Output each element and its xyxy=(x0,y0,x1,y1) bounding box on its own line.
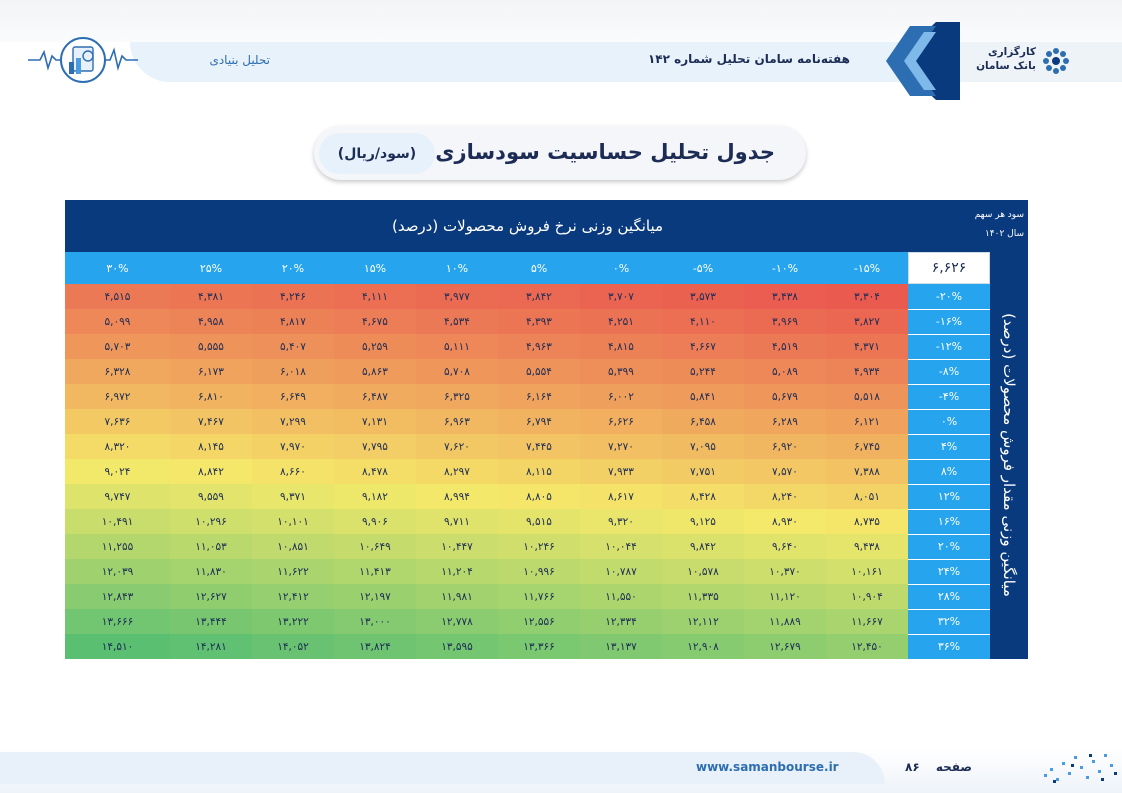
table-cell: ۱۰,۹۰۴ xyxy=(826,584,908,609)
table-cell: ۱۰,۵۷۸ xyxy=(662,559,744,584)
row-separator xyxy=(908,559,990,560)
table-row xyxy=(65,334,990,359)
row-separator xyxy=(908,384,990,385)
table-cell: ۱۱,۲۵۵ xyxy=(65,534,170,559)
sensitivity-grid xyxy=(65,284,990,659)
base-eps-value: ۶,۶۲۶ xyxy=(908,252,990,284)
page-title: جدول تحلیل حساسیت سودسازی xyxy=(435,140,775,164)
table-row xyxy=(65,534,990,559)
table-row xyxy=(65,509,990,534)
table-cell: ۷,۶۲۰ xyxy=(416,434,498,459)
table-cell: ۴,۹۳۴ xyxy=(826,359,908,384)
table-cell: ۸,۰۵۱ xyxy=(826,484,908,509)
table-cell: ۸,۸۴۲ xyxy=(170,459,252,484)
column-header: ۳۰% xyxy=(65,252,170,284)
table-cell: ۶,۲۸۹ xyxy=(744,409,826,434)
table-cell: ۱۱,۸۸۹ xyxy=(744,609,826,634)
row-separator xyxy=(908,434,990,435)
page-word: صفحه xyxy=(935,760,972,774)
table-cell: ۱۳,۱۳۷ xyxy=(580,634,662,659)
table-cell: ۶,۹۶۳ xyxy=(416,409,498,434)
table-cell: ۱۱,۸۳۰ xyxy=(170,559,252,584)
table-cell: ۱۰,۹۹۶ xyxy=(498,559,580,584)
table-cell: ۵,۸۴۱ xyxy=(662,384,744,409)
table-cell: ۱۲,۶۲۷ xyxy=(170,584,252,609)
row-separator xyxy=(908,634,990,635)
table-cell: ۴,۳۷۱ xyxy=(826,334,908,359)
table-cell: ۱۲,۵۵۶ xyxy=(498,609,580,634)
table-cell: ۳,۴۳۸ xyxy=(744,284,826,309)
table-cell: ۱۲,۴۱۲ xyxy=(252,584,334,609)
table-cell: ۷,۴۶۷ xyxy=(170,409,252,434)
column-header: ۰% xyxy=(580,252,662,284)
table-cell: ۶,۶۲۶ xyxy=(580,409,662,434)
table-cell: ۹,۵۱۵ xyxy=(498,509,580,534)
table-cell: ۱۱,۶۶۷ xyxy=(826,609,908,634)
table-row xyxy=(65,634,990,659)
table-cell: ۴,۲۴۶ xyxy=(252,284,334,309)
table-cell: ۳,۸۴۲ xyxy=(498,284,580,309)
table-cell: ۹,۱۲۵ xyxy=(662,509,744,534)
table-row xyxy=(65,559,990,584)
table-cell: ۶,۱۲۱ xyxy=(826,409,908,434)
table-cell: ۱۰,۳۷۰ xyxy=(744,559,826,584)
table-cell: ۱۴,۵۱۰ xyxy=(65,634,170,659)
table-cell: ۱۱,۳۳۵ xyxy=(662,584,744,609)
page-number: ۸۶ xyxy=(905,760,920,774)
table-cell: ۴,۵۱۹ xyxy=(744,334,826,359)
table-cell: ۱۰,۲۴۶ xyxy=(498,534,580,559)
table-cell: ۴,۹۶۳ xyxy=(498,334,580,359)
table-cell: ۵,۳۹۹ xyxy=(580,359,662,384)
table-cell: ۳,۳۰۴ xyxy=(826,284,908,309)
brand-logo-text xyxy=(968,45,1036,73)
title-unit-badge: (سود/ریال) xyxy=(319,133,435,174)
column-header: ۱۵% xyxy=(334,252,416,284)
table-row xyxy=(65,459,990,484)
table-cell: ۱۲,۰۳۹ xyxy=(65,559,170,584)
row-separator xyxy=(908,484,990,485)
row-header: ۳۶% xyxy=(908,634,990,659)
table-cell: ۱۱,۷۶۶ xyxy=(498,584,580,609)
row-header: -۴% xyxy=(908,384,990,409)
table-cell: ۸,۴۲۸ xyxy=(662,484,744,509)
table-cell: ۱۳,۶۶۶ xyxy=(65,609,170,634)
row-separator xyxy=(908,409,990,410)
table-cell: ۳,۷۰۷ xyxy=(580,284,662,309)
table-cell: ۱۰,۸۵۱ xyxy=(252,534,334,559)
table-cell: ۶,۸۱۰ xyxy=(170,384,252,409)
table-cell: ۸,۶۱۷ xyxy=(580,484,662,509)
column-header: ۲۰% xyxy=(252,252,334,284)
table-cell: ۶,۳۲۵ xyxy=(416,384,498,409)
table-cell: ۱۳,۰۰۰ xyxy=(334,609,416,634)
table-cell: ۸,۷۳۵ xyxy=(826,509,908,534)
table-cell: ۵,۵۵۵ xyxy=(170,334,252,359)
table-cell: ۵,۱۱۱ xyxy=(416,334,498,359)
table-cell: ۱۲,۴۵۰ xyxy=(826,634,908,659)
table-cell: ۹,۷۴۷ xyxy=(65,484,170,509)
table-cell: ۱۱,۴۱۳ xyxy=(334,559,416,584)
table-cell: ۴,۳۸۱ xyxy=(170,284,252,309)
row-separator xyxy=(908,459,990,460)
table-cell: ۵,۷۰۳ xyxy=(65,334,170,359)
corner-label-eps: سود هر سهم xyxy=(974,210,1024,220)
issue-title: هفته‌نامه سامان تحلیل شماره ۱۴۲ xyxy=(647,52,850,66)
row-separator xyxy=(908,359,990,360)
table-cell: ۱۲,۱۹۷ xyxy=(334,584,416,609)
table-cell: ۱۳,۸۲۴ xyxy=(334,634,416,659)
table-row xyxy=(65,384,990,409)
table-cell: ۷,۹۷۰ xyxy=(252,434,334,459)
table-cell: ۷,۲۹۹ xyxy=(252,409,334,434)
table-cell: ۱۲,۷۷۸ xyxy=(416,609,498,634)
table-cell: ۸,۸۰۵ xyxy=(498,484,580,509)
column-group-header: میانگین وزنی نرخ فروش محصولات (درصد) xyxy=(65,200,990,252)
table-cell: ۹,۶۴۰ xyxy=(744,534,826,559)
table-cell: ۵,۷۰۸ xyxy=(416,359,498,384)
table-cell: ۹,۳۷۱ xyxy=(252,484,334,509)
table-cell: ۴,۹۵۸ xyxy=(170,309,252,334)
table-cell: ۷,۴۴۵ xyxy=(498,434,580,459)
table-cell: ۳,۸۲۷ xyxy=(826,309,908,334)
table-cell: ۹,۹۰۶ xyxy=(334,509,416,534)
table-cell: ۹,۷۱۱ xyxy=(416,509,498,534)
table-cell: ۸,۹۹۴ xyxy=(416,484,498,509)
column-header: ۱۰% xyxy=(416,252,498,284)
table-cell: ۵,۲۵۹ xyxy=(334,334,416,359)
table-cell: ۱۰,۱۰۱ xyxy=(252,509,334,534)
table-cell: ۴,۳۹۳ xyxy=(498,309,580,334)
row-header: ۲۰% xyxy=(908,534,990,559)
table-cell: ۱۰,۷۸۷ xyxy=(580,559,662,584)
column-header: -۱۵% xyxy=(826,252,908,284)
analysis-report-icon xyxy=(28,34,138,86)
table-cell: ۵,۰۸۹ xyxy=(744,359,826,384)
table-cell: ۶,۹۲۰ xyxy=(744,434,826,459)
table-cell: ۶,۱۶۴ xyxy=(498,384,580,409)
table-cell: ۵,۸۶۳ xyxy=(334,359,416,384)
table-cell: ۶,۰۰۲ xyxy=(580,384,662,409)
table-corner xyxy=(974,200,1028,252)
table-cell: ۸,۶۶۰ xyxy=(252,459,334,484)
table-cell: ۱۳,۲۲۲ xyxy=(252,609,334,634)
table-row xyxy=(65,609,990,634)
table-cell: ۷,۲۷۰ xyxy=(580,434,662,459)
table-cell: ۷,۰۹۵ xyxy=(662,434,744,459)
section-name: تحلیل بنیادی xyxy=(209,53,270,67)
table-cell: ۶,۱۷۳ xyxy=(170,359,252,384)
table-cell: ۶,۴۵۸ xyxy=(662,409,744,434)
row-header: ۱۲% xyxy=(908,484,990,509)
table-cell: ۱۱,۱۲۰ xyxy=(744,584,826,609)
table-cell: ۱۳,۳۶۶ xyxy=(498,634,580,659)
row-separator xyxy=(908,584,990,585)
row-separator xyxy=(908,334,990,335)
logo-line-2: بانک سامان xyxy=(976,60,1036,72)
table-cell: ۱۳,۵۹۵ xyxy=(416,634,498,659)
table-cell: ۸,۱۴۵ xyxy=(170,434,252,459)
table-cell: ۶,۳۲۸ xyxy=(65,359,170,384)
table-cell: ۶,۹۷۲ xyxy=(65,384,170,409)
table-cell: ۷,۷۹۵ xyxy=(334,434,416,459)
table-cell: ۸,۴۷۸ xyxy=(334,459,416,484)
table-cell: ۱۲,۱۱۲ xyxy=(662,609,744,634)
table-row xyxy=(65,409,990,434)
column-header: -۱۰% xyxy=(744,252,826,284)
table-cell: ۸,۲۴۰ xyxy=(744,484,826,509)
table-cell: ۵,۴۰۷ xyxy=(252,334,334,359)
row-header: ۸% xyxy=(908,459,990,484)
table-cell: ۷,۶۳۶ xyxy=(65,409,170,434)
table-cell: ۹,۴۳۸ xyxy=(826,534,908,559)
column-header: ۲۵% xyxy=(170,252,252,284)
table-cell: ۷,۷۵۱ xyxy=(662,459,744,484)
table-cell: ۴,۸۱۵ xyxy=(580,334,662,359)
table-cell: ۴,۵۳۴ xyxy=(416,309,498,334)
table-cell: ۳,۵۷۳ xyxy=(662,284,744,309)
brand-logo-icon xyxy=(1040,45,1072,77)
table-cell: ۵,۲۴۴ xyxy=(662,359,744,384)
table-cell: ۷,۳۸۸ xyxy=(826,459,908,484)
dot-pattern-decoration xyxy=(1040,750,1120,790)
table-cell: ۹,۵۵۹ xyxy=(170,484,252,509)
table-cell: ۱۴,۰۵۲ xyxy=(252,634,334,659)
table-cell: ۷,۹۳۳ xyxy=(580,459,662,484)
table-cell: ۱۰,۴۴۷ xyxy=(416,534,498,559)
row-header: ۲۴% xyxy=(908,559,990,584)
table-cell: ۸,۹۳۰ xyxy=(744,509,826,534)
row-header: -۸% xyxy=(908,359,990,384)
row-header: ۲۸% xyxy=(908,584,990,609)
table-cell: ۵,۶۷۹ xyxy=(744,384,826,409)
row-separator xyxy=(908,534,990,535)
table-cell: ۷,۱۳۱ xyxy=(334,409,416,434)
table-cell: ۹,۱۸۲ xyxy=(334,484,416,509)
table-cell: ۶,۶۴۹ xyxy=(252,384,334,409)
column-header-row xyxy=(65,252,990,284)
table-row xyxy=(65,359,990,384)
table-cell: ۵,۰۹۹ xyxy=(65,309,170,334)
row-header: -۱۶% xyxy=(908,309,990,334)
table-cell: ۶,۰۱۸ xyxy=(252,359,334,384)
row-separator xyxy=(908,309,990,310)
table-cell: ۹,۰۲۴ xyxy=(65,459,170,484)
row-separator xyxy=(908,609,990,610)
table-row xyxy=(65,284,990,309)
table-cell: ۹,۸۴۲ xyxy=(662,534,744,559)
table-row xyxy=(65,434,990,459)
table-cell: ۱۰,۱۶۱ xyxy=(826,559,908,584)
table-cell: ۴,۱۱۰ xyxy=(662,309,744,334)
row-separator xyxy=(908,509,990,510)
table-cell: ۱۴,۲۸۱ xyxy=(170,634,252,659)
table-cell: ۱۱,۵۵۰ xyxy=(580,584,662,609)
table-cell: ۶,۴۸۷ xyxy=(334,384,416,409)
table-cell: ۱۱,۹۸۱ xyxy=(416,584,498,609)
table-cell: ۶,۷۴۵ xyxy=(826,434,908,459)
table-cell: ۱۲,۶۷۹ xyxy=(744,634,826,659)
table-cell: ۱۰,۴۹۱ xyxy=(65,509,170,534)
table-cell: ۳,۹۷۷ xyxy=(416,284,498,309)
table-cell: ۴,۸۱۷ xyxy=(252,309,334,334)
table-cell: ۱۲,۳۳۴ xyxy=(580,609,662,634)
table-cell: ۴,۶۶۷ xyxy=(662,334,744,359)
logo-line-1: کارگزاری xyxy=(988,46,1036,58)
table-cell: ۸,۳۲۰ xyxy=(65,434,170,459)
table-cell: ۳,۹۶۹ xyxy=(744,309,826,334)
table-cell: ۱۱,۰۵۳ xyxy=(170,534,252,559)
row-header: -۲۰% xyxy=(908,284,990,309)
table-cell: ۱۰,۶۴۹ xyxy=(334,534,416,559)
corner-label-year: سال ۱۴۰۲ xyxy=(984,229,1024,239)
table-cell: ۶,۷۹۴ xyxy=(498,409,580,434)
row-group-header: میانگین وزنی مقدار فروش محصولات (درصد) xyxy=(1000,313,1018,597)
row-header: ۴% xyxy=(908,434,990,459)
table-cell: ۱۰,۲۹۶ xyxy=(170,509,252,534)
website-link[interactable]: www.samanbourse.ir xyxy=(696,760,839,774)
table-cell: ۴,۲۵۱ xyxy=(580,309,662,334)
table-cell: ۸,۲۹۷ xyxy=(416,459,498,484)
row-header: ۱۶% xyxy=(908,509,990,534)
row-header: -۱۲% xyxy=(908,334,990,359)
table-cell: ۸,۱۱۵ xyxy=(498,459,580,484)
table-cell: ۱۳,۴۴۴ xyxy=(170,609,252,634)
row-header: ۳۲% xyxy=(908,609,990,634)
table-cell: ۷,۵۷۰ xyxy=(744,459,826,484)
table-cell: ۹,۳۲۰ xyxy=(580,509,662,534)
table-cell: ۵,۵۵۴ xyxy=(498,359,580,384)
table-cell: ۱۱,۲۰۴ xyxy=(416,559,498,584)
column-header: ۵% xyxy=(498,252,580,284)
column-header: -۵% xyxy=(662,252,744,284)
chevron-decoration xyxy=(876,22,960,100)
table-cell: ۱۲,۸۴۳ xyxy=(65,584,170,609)
table-cell: ۱۰,۰۴۴ xyxy=(580,534,662,559)
row-header: ۰% xyxy=(908,409,990,434)
table-cell: ۴,۵۱۵ xyxy=(65,284,170,309)
table-row xyxy=(65,309,990,334)
table-row xyxy=(65,484,990,509)
table-row xyxy=(65,584,990,609)
table-cell: ۴,۶۷۵ xyxy=(334,309,416,334)
table-cell: ۱۱,۶۲۲ xyxy=(252,559,334,584)
table-cell: ۴,۱۱۱ xyxy=(334,284,416,309)
table-cell: ۵,۵۱۸ xyxy=(826,384,908,409)
table-cell: ۱۲,۹۰۸ xyxy=(662,634,744,659)
